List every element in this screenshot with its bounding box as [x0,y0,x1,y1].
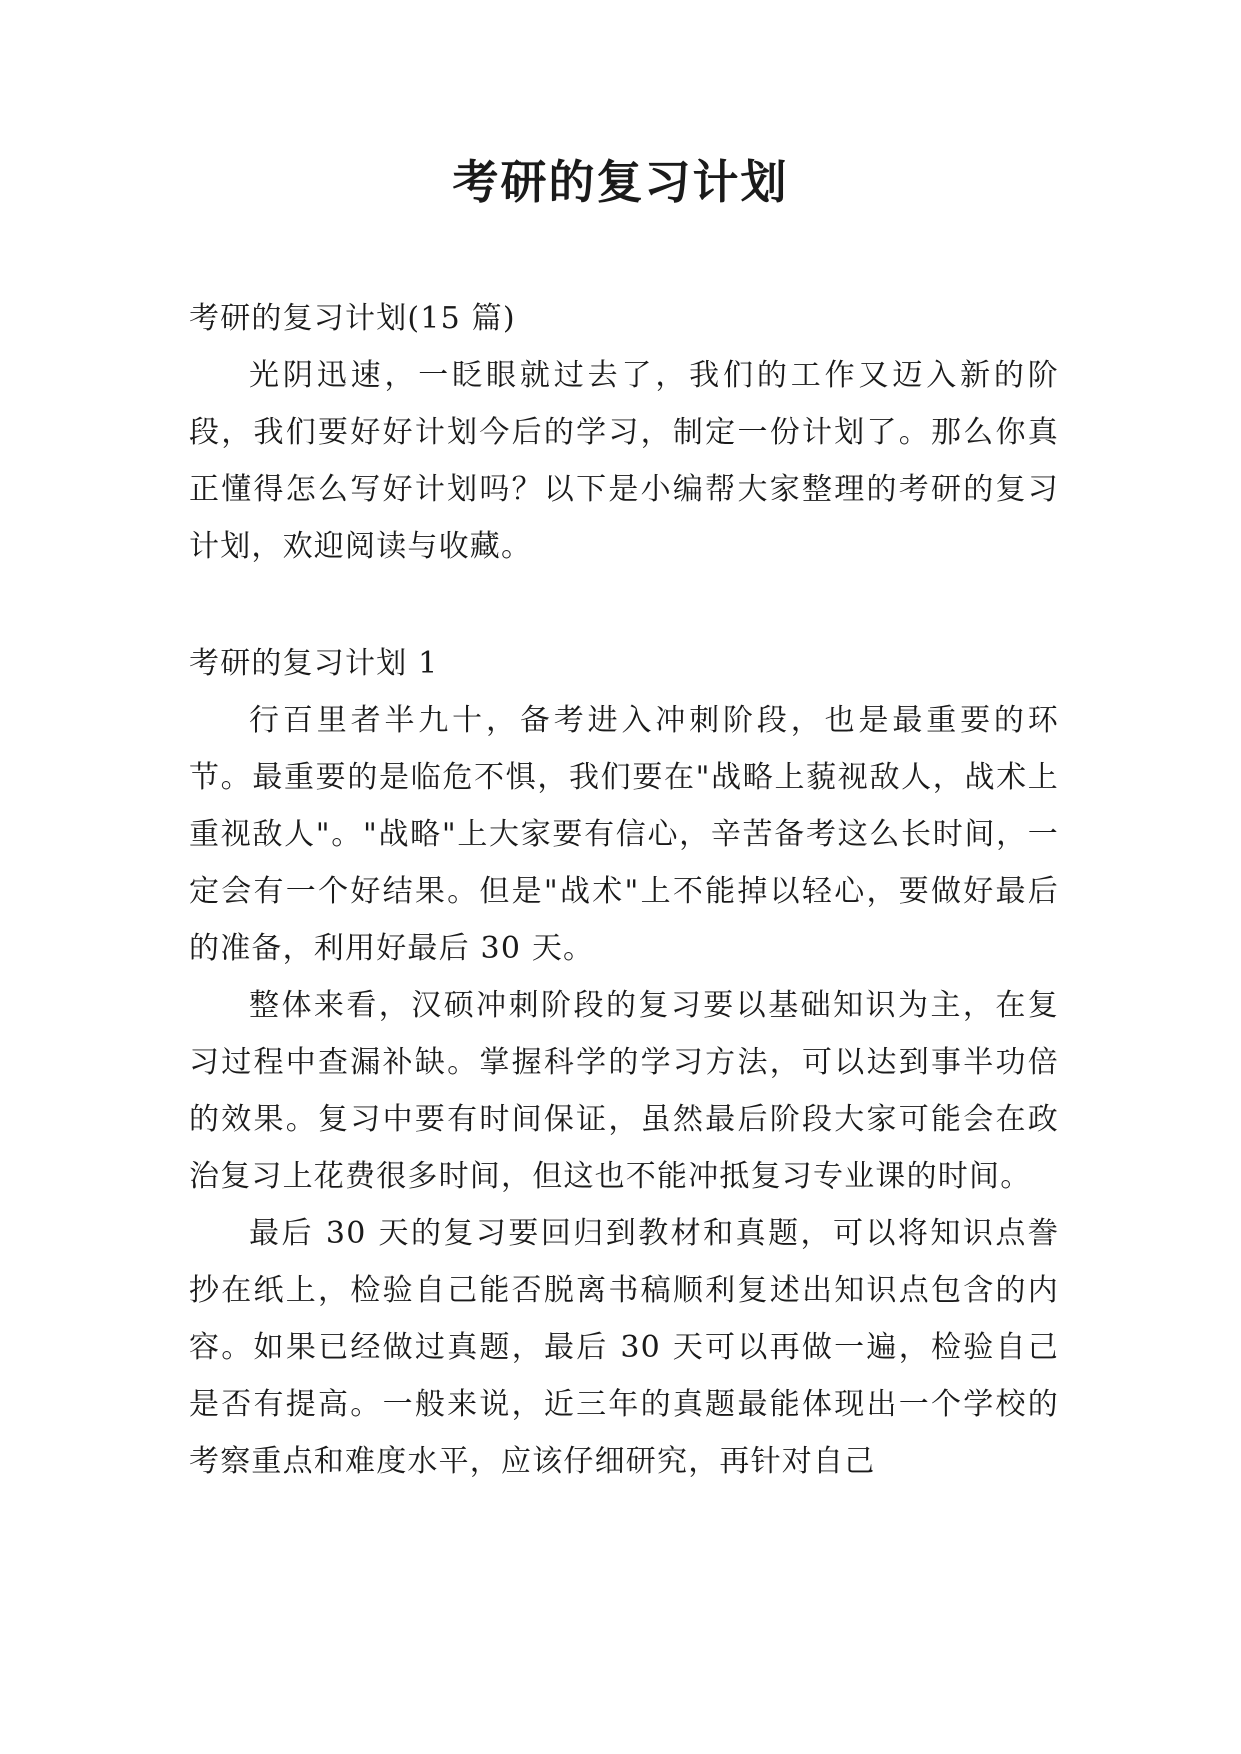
document-subtitle: 考研的复习计划(15 篇) [189,301,516,336]
body-paragraph: 行百里者半九十，备考进入冲刺阶段，也是最重要的环节。最重要的是临危不惧，我们要在"战略上藐视敌人，战术上重视敌人"。"战略"上大家要有信心，辛苦备考这么长时间，一定会有一个好结果。但是"战术"上不能掉以轻心，要做好最后的准备，利用好最后 30 天。 [189,703,1059,966]
document-title: 考研的复习计划 [452,155,789,209]
intro-paragraph: 光阴迅速，一眨眼就过去了，我们的工作又迈入新的阶段，我们要好好计划今后的学习，制定一份计划了。那么你真正懂得怎么写好计划吗？以下是小编帮大家整理的考研的复习计划，欢迎阅读与收藏。 [189,358,1059,564]
section-heading: 考研的复习计划 1 [189,646,439,681]
document-body [189,290,1059,1490]
section-spacer [189,575,1059,635]
body-paragraph: 整体来看，汉硕冲刺阶段的复习要以基础知识为主，在复习过程中查漏补缺。掌握科学的学习方法，可以达到事半功倍的效果。复习中要有时间保证，虽然最后阶段大家可能会在政治复习上花费很多时间，但这也不能冲抵复习专业课的时间。 [189,988,1059,1194]
body-paragraph: 最后 30 天的复习要回归到教材和真题，可以将知识点誊抄在纸上，检验自己能否脱离书稿顺利复述出知识点包含的内容。如果已经做过真题，最后 30 天可以再做一遍，检验自己是否有提高。一般来说，近三年的真题最能体现出一个学校的考察重点和难度水平，应该仔细研究，再针对自己 [189,1216,1059,1479]
